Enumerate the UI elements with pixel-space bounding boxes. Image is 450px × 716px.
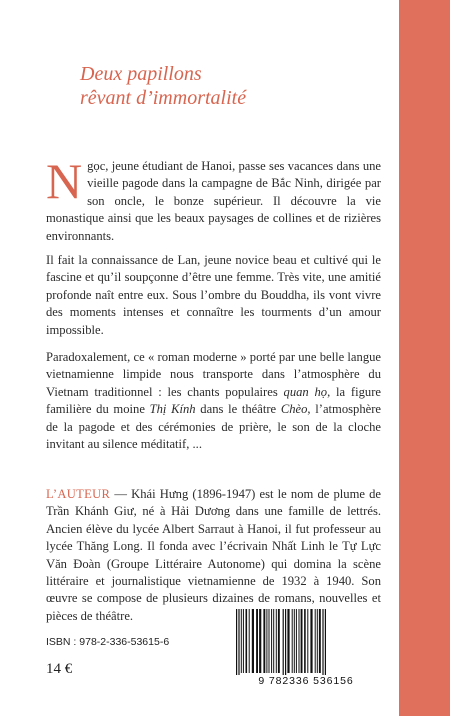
barcode-bar [278, 609, 280, 673]
barcode-bar [246, 609, 248, 673]
barcode-bar [296, 609, 297, 673]
barcode-bar [273, 609, 274, 673]
barcode [228, 607, 384, 689]
barcode-bar [266, 609, 267, 673]
barcode-bar [241, 609, 242, 673]
barcode-bar [238, 609, 239, 675]
barcode-bar [271, 609, 272, 673]
price: 14 € [46, 661, 73, 677]
barcode-bar [292, 609, 293, 673]
barcode-bar [276, 609, 277, 673]
synopsis-p3-part-c: dans le théâtre [195, 402, 281, 417]
barcode-bar [299, 609, 300, 673]
book-title [80, 62, 246, 110]
barcode-bar [319, 609, 321, 673]
synopsis-paragraph-1 [46, 153, 381, 245]
synopsis-paragraph-2: Il fait la connaissance de Lan, jeune novice beau et cultivé qui le fascine et qu’il soupçonne d’être une femme. Très vite, une amitié profonde naît entre eux. Sous l’ombre du Bouddha, ils vont vivre des moments intenses et connaître les tourments d’un amour impossible. [46, 253, 381, 337]
barcode-bar [236, 609, 237, 675]
drop-cap: N [46, 153, 83, 209]
barcode-bar [307, 609, 308, 673]
synopsis-p3-part-b: , la figure familière du moine [46, 384, 381, 417]
barcode-bar [294, 609, 295, 673]
synopsis-p3-part-d: , l’atmosphère de la pagode et des cérémonies de prière, le son de la cloche invitant au silence méditatif, ... [46, 402, 382, 452]
synopsis-paragraph-3 [46, 349, 381, 453]
title-line-1: Deux papillons [80, 63, 202, 85]
barcode-bar [283, 609, 284, 675]
barcode-bar [249, 609, 250, 673]
barcode-bar [322, 609, 323, 675]
barcode-bar [325, 609, 326, 675]
barcode-bar [263, 609, 265, 673]
barcode-bar [256, 609, 258, 673]
barcode-bars [228, 607, 384, 675]
isbn: ISBN : 978-2-336-53615-6 [46, 636, 170, 648]
barcode-bar [259, 609, 261, 673]
barcode-bar [315, 609, 316, 673]
barcode-bar [285, 609, 286, 675]
author-bio [46, 486, 381, 625]
title-line-2: rêvant d’immortalité [80, 87, 247, 109]
barcode-bar [304, 609, 306, 673]
cheo-term: Chèo [280, 402, 308, 417]
barcode-bar [287, 609, 289, 673]
barcode-bar [252, 609, 254, 673]
barcode-digits: 9 782336 536156 [258, 675, 354, 687]
author-label: L’AUTEUR [46, 487, 111, 501]
author-bio-text: — Khái Hưng (1896-1947) est le nom de plume de Trần Khánh Giư, né à Hải Dương dans une famille de lettrés. Ancien élève du lycée Albert Sarraut à Hanoi, il fut professeur au lycée Thăng Long. Il fonda avec l’écrivain Nhất Linh le Tự Lực Văn Đoàn (Groupe Littéraire Autonome) qui domina la scène littéraire et journalistique vietnamienne de 1932 à 1940. Son œuvre se compose de plusieurs dizaines de romans, nouvelles et pièces de théâtre. [46, 487, 381, 623]
synopsis-paragraph-1-text: gọc, jeune étudiant de Hanoi, passe ses vacances dans une vieille pagode dans la campagne de Bắc Ninh, dirigée par son oncle, le bonze supérieur. Il découvre la vie monastique ainsi que les beaux paysages de collines et de rizières environnants. [46, 159, 381, 243]
barcode-bar [243, 609, 244, 673]
barcode-bar [317, 609, 318, 673]
barcode-bar [310, 609, 312, 673]
spine-color-band [399, 0, 450, 716]
quan-ho-term: quan họ [283, 384, 328, 399]
barcode-bar [269, 609, 270, 673]
thi-kinh-term: Thị Kính [149, 402, 196, 417]
barcode-bar [301, 609, 303, 673]
synopsis-p3-part-a: Paradoxalement, ce « roman moderne » porté par une belle langue vietnamienne limpide nous transporte dans l’atmosphère du Vietnam traditionnel : les chants populaires [46, 350, 381, 399]
